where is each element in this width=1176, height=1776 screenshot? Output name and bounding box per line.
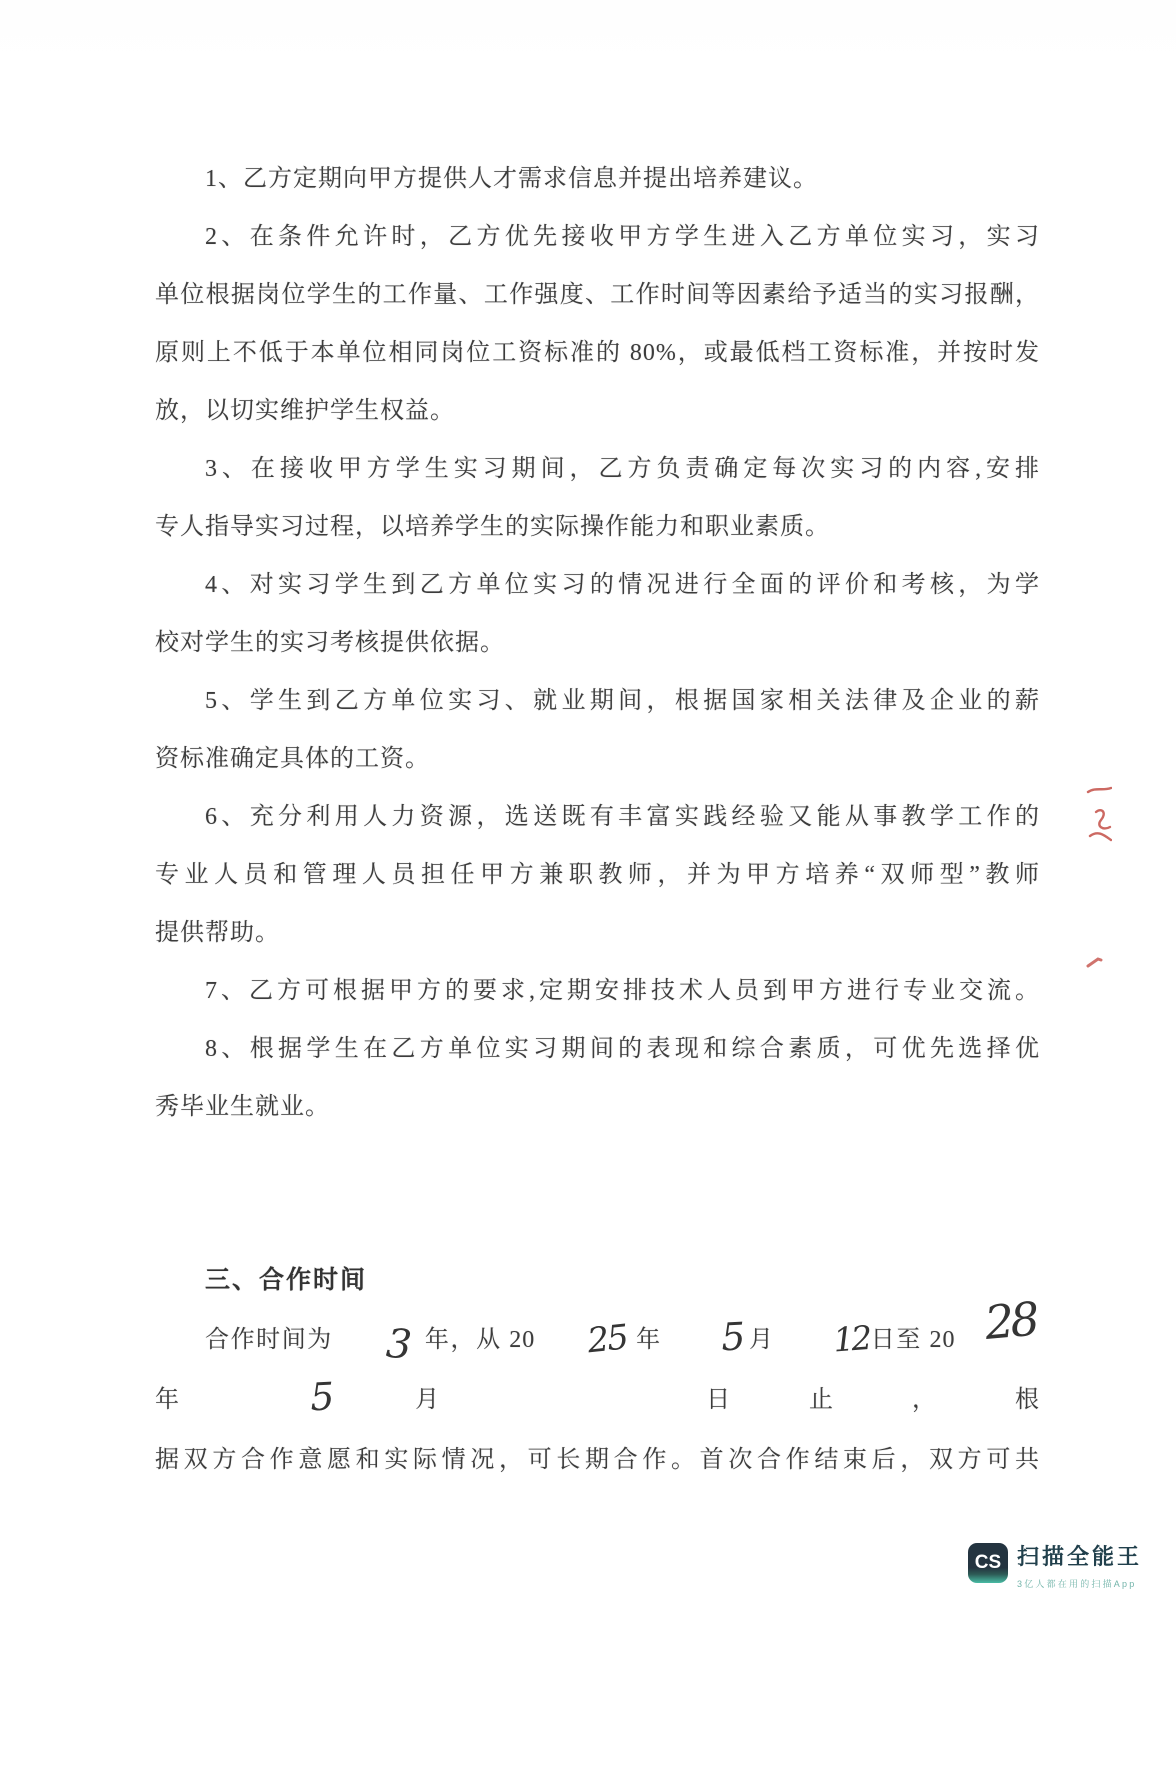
handwritten-start-year: 25 bbox=[585, 1317, 629, 1362]
camscanner-cs-icon: CS bbox=[968, 1543, 1008, 1583]
handwritten-start-month: 5 bbox=[720, 1314, 748, 1360]
clause-line: 校对学生的实习考核提供依据。 bbox=[155, 630, 505, 656]
clause-line: 6、充分利用人力资源，选送既有丰富实践经验又能从事教学工作的 bbox=[205, 804, 1040, 830]
handwritten-end-month: 5 bbox=[309, 1374, 337, 1420]
clause-line: 资标准确定具体的工资。 bbox=[155, 746, 430, 772]
clause-line: 4、对实习学生到乙方单位实习的情况进行全面的评价和考核，为学 bbox=[205, 572, 1040, 598]
clause-line: 2、在条件允许时，乙方优先接收甲方学生进入乙方单位实习，实习 bbox=[205, 224, 1040, 250]
clause-list bbox=[155, 150, 1040, 1136]
clause-line: 专人指导实习过程，以培养学生的实际操作能力和职业素质。 bbox=[155, 514, 830, 540]
contract-clause bbox=[155, 150, 1040, 208]
contract-clause bbox=[155, 672, 1040, 788]
handwritten-end-year: 28 bbox=[983, 1291, 1039, 1350]
cooperation-period-line-2: 据双方合作意愿和实际情况，可长期合作。首次合作结束后，双方可共 bbox=[155, 1447, 1040, 1473]
contract-clause bbox=[155, 556, 1040, 672]
cooperation-period-line-1 bbox=[155, 1291, 1041, 1430]
printed-text: 月 bbox=[748, 1327, 783, 1353]
clause-line: 放，以切实维护学生权益。 bbox=[155, 398, 455, 424]
clause-line: 专业人员和管理人员担任甲方兼职教师，并为甲方培养“双师型”教师 bbox=[155, 862, 1040, 888]
printed-text: 日至 20 bbox=[870, 1327, 956, 1353]
blank-gap bbox=[155, 1136, 1040, 1252]
red-tick-mark bbox=[1086, 955, 1104, 969]
contract-clause bbox=[155, 208, 1040, 440]
printed-text: 年 bbox=[155, 1387, 258, 1413]
clause-line: 秀毕业生就业。 bbox=[155, 1094, 330, 1120]
contract-clause bbox=[155, 1020, 1040, 1136]
contract-body bbox=[155, 150, 1040, 1490]
clause-line: 提供帮助。 bbox=[155, 920, 280, 946]
contract-clause bbox=[155, 962, 1040, 1020]
contract-clause bbox=[155, 440, 1040, 556]
clause-line: 原则上不低于本单位相同岗位工资标准的 80%，或最低档工资标准，并按时发 bbox=[155, 340, 1040, 366]
camscanner-watermark bbox=[968, 1543, 1142, 1590]
clause-line: 3、在接收甲方学生实习期间，乙方负责确定每次实习的内容,安排 bbox=[205, 456, 1040, 482]
contract-clause bbox=[155, 788, 1040, 962]
watermark-text bbox=[1017, 1543, 1142, 1590]
handwritten-start-day: 12 bbox=[832, 1318, 871, 1360]
clause-line: 7、乙方可根据甲方的要求,定期安排技术人员到甲方进行专业交流。 bbox=[205, 978, 1040, 1004]
clause-line: 5、学生到乙方单位实习、就业期间，根据国家相关法律及企业的薪 bbox=[205, 688, 1040, 714]
clause-line: 8、根据学生在乙方单位实习期间的表现和综合素质，可优先选择优 bbox=[205, 1036, 1040, 1062]
red-scribble-annotation bbox=[1086, 786, 1112, 850]
clause-line: 单位根据岗位学生的工作量、工作强度、工作时间等因素给予适当的实习报酬， bbox=[155, 282, 1040, 308]
printed-text: 年，从 20 bbox=[417, 1327, 536, 1353]
clause-line: 1、乙方定期向甲方提供人才需求信息并提出培养建议。 bbox=[205, 166, 818, 192]
printed-text: 年 bbox=[628, 1327, 670, 1353]
section-heading-cooperation-period: 三、合作时间 bbox=[205, 1267, 368, 1294]
handwritten-term-years: 3 bbox=[384, 1320, 415, 1369]
printed-text: 月 日止，根 bbox=[337, 1387, 1041, 1413]
watermark-tagline: 3亿人都在用的扫描App bbox=[1017, 1579, 1137, 1589]
printed-text: 合作时间为 bbox=[205, 1327, 333, 1353]
watermark-brand-name: 扫描全能王 bbox=[1017, 1544, 1143, 1569]
